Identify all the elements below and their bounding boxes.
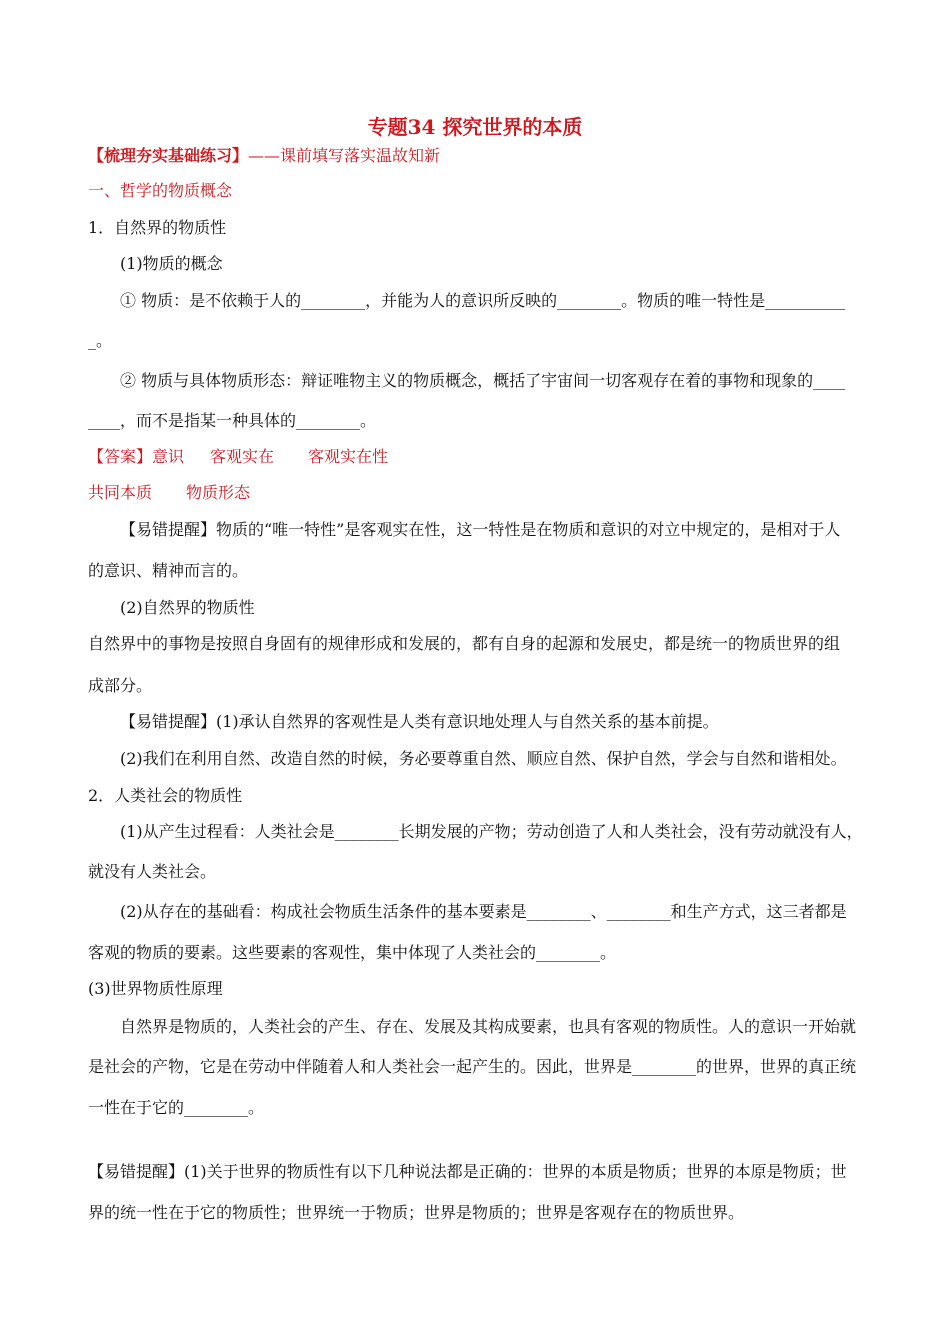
tip-2-line-1: 【易错提醒】(1)承认自然界的客观性是人类有意识地处理人与自然关系的基本前提。: [120, 712, 719, 731]
paragraph-1-line-2: _。: [88, 331, 113, 350]
answer-item: 物质形态: [186, 483, 251, 502]
answer-label: 【答案】: [88, 447, 153, 466]
paragraph-5-line-2: 客观的物质的要素。这些要素的客观性，集中体现了人类社会的________。: [88, 943, 617, 962]
header-bracket: 【梳理夯实基础练习】: [88, 146, 249, 165]
answer-item: 客观实在: [210, 447, 275, 466]
tip-3-line-2: 界的统一性在于它的物质性；世界统一于物质；世界是物质的；世界是客观存在的物质世界。: [88, 1203, 745, 1222]
answer-item: 客观实在性: [308, 447, 389, 466]
paragraph-4-line-1: (1)从产生过程看：人类社会是________长期发展的产物；劳动创造了人和人类社会，没有劳动就没有人，: [120, 822, 863, 841]
paragraph-4-line-2: 就没有人类社会。: [88, 862, 217, 881]
tip-3-line-1: 【易错提醒】(1)关于世界的物质性有以下几种说法都是正确的：世界的本质是物质；世界的本原是物质；世: [88, 1162, 847, 1181]
paragraph-1-line-1: ① 物质：是不依赖于人的________，并能为人的意识所反映的________。物质的唯一特性是__________: [120, 291, 846, 310]
paragraph-2-line-1: ② 物质与具体物质形态：辩证唯物主义的物质概念，概括了宇宙间一切客观存在着的事物和现象的____: [120, 371, 846, 390]
sub-heading-1: (1)物质的概念: [120, 254, 223, 273]
paragraph-3-line-2: 成部分。: [88, 676, 153, 695]
paragraph-6-line-1: 自然界是物质的，人类社会的产生、存在、发展及其构成要素，也具有客观的物质性。人的意识一开始就: [120, 1017, 857, 1036]
answer-line-2: [88, 482, 250, 504]
paragraph-5-line-1: (2)从存在的基础看：构成社会物质生活条件的基本要素是________、________和生产方式，这三者都是: [120, 902, 847, 921]
tip-1-line-1: 【易错提醒】物质的“唯一特性”是客观实在性，这一特性是在物质和意识的对立中规定的，是相对于人: [120, 520, 841, 539]
answer-item: 意识: [152, 447, 185, 466]
paragraph-6-line-2: 是社会的产物，它是在劳动中伴随着人和人类社会一起产生的。因此，世界是________的世界，世界的真正统: [88, 1057, 857, 1076]
item-2-heading: 2．人类社会的物质性: [88, 786, 243, 805]
sub-heading-3: (3)世界物质性原理: [88, 979, 223, 998]
answer-line-1: [88, 446, 388, 468]
section-heading-1: 一、哲学的物质概念: [88, 181, 233, 200]
page-title: 专题34 探究世界的本质: [367, 115, 583, 139]
answer-item: 共同本质: [88, 483, 153, 502]
paragraph-6-line-3: 一性在于它的________。: [88, 1098, 265, 1117]
sub-heading-2: (2)自然界的物质性: [120, 598, 255, 617]
paragraph-3-line-1: 自然界中的事物是按照自身固有的规律形成和发展的，都有自身的起源和发展史，都是统一的物质世界的组: [88, 634, 841, 653]
paragraph-2-line-2: ____，而不是指某一种具体的________。: [88, 411, 377, 430]
tip-2-line-2: (2)我们在利用自然、改造自然的时候，务必要尊重自然、顺应自然、保护自然，学会与自然和谐相处。: [120, 749, 847, 768]
tip-1-line-2: 的意识、精神而言的。: [88, 561, 249, 580]
header-subtitle: ——课前填写落实温故知新: [248, 146, 441, 165]
item-1-heading: 1．自然界的物质性: [88, 218, 227, 237]
header-line: [88, 145, 440, 167]
